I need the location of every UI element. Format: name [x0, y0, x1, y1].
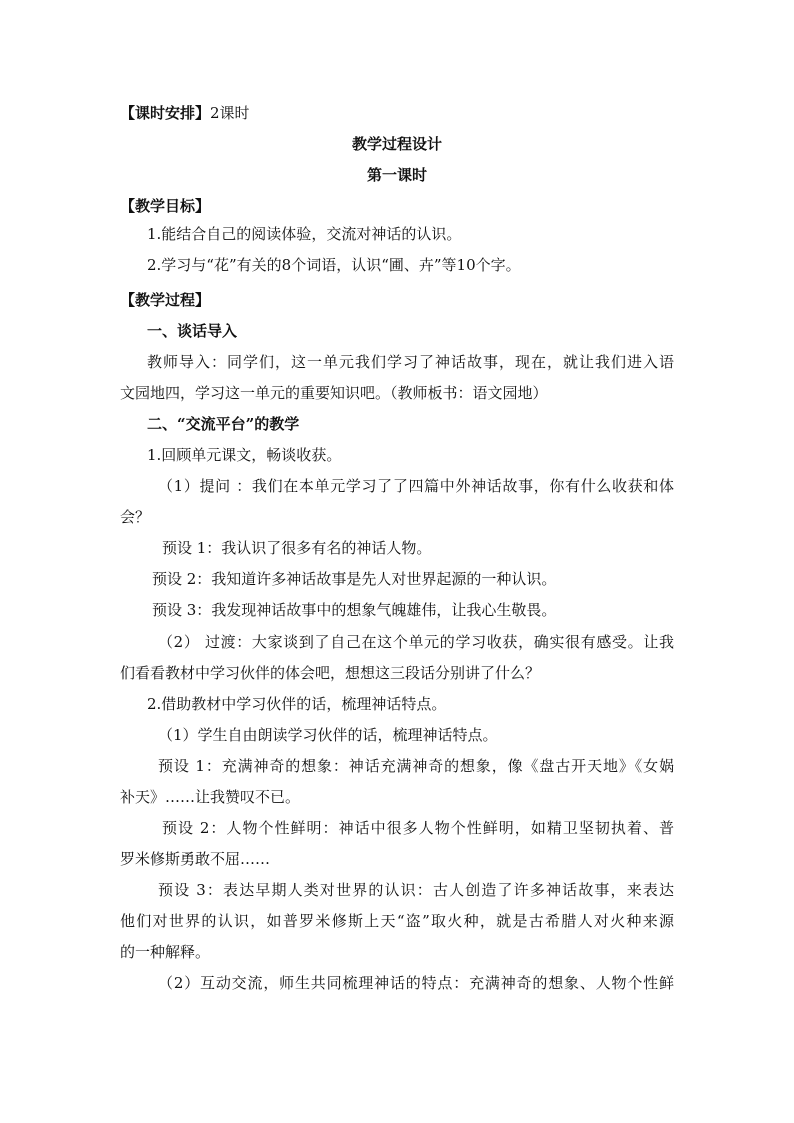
step2-text: 2.借助教材中学习伙伴的话，梳理神话特点。	[147, 695, 447, 713]
schedule-label: 【课时安排】	[120, 104, 211, 122]
process-heading: 【教学过程】	[120, 291, 211, 309]
question2-line1: （2） 过渡：大家谈到了自己在这个单元的学习收获，确实很有感受。让我	[158, 633, 674, 651]
sub1-text: （1）学生自由朗读学习伙伴的话，梳理神话特点。	[158, 726, 498, 744]
preset-2: 预设 2：我知道许多神话故事是先人对世界起源的一种认识。	[152, 570, 557, 588]
preset-b-line2: 罗米修斯勇敢不屈……	[120, 850, 271, 868]
preset-a-line2: 补天》……让我赞叹不已。	[120, 788, 301, 806]
schedule-line	[0, 103, 794, 123]
question2-line2: 们看看教材中学习伙伴的体会吧，想想这三段话分别讲了什么？	[120, 664, 541, 682]
preset-a-line1: 预设 1：充满神奇的想象：神话充满神奇的想象，像《盘古开天地》《女娲	[158, 757, 674, 775]
design-title: 教学过程设计	[351, 135, 442, 153]
section2-title: 二、“交流平台”的教学	[147, 415, 300, 433]
preset-c-line3: 的一种解释。	[120, 943, 211, 961]
question1-line2: 会？	[120, 508, 151, 526]
question1-line1: （1）提问 ：我们在本单元学习了了四篇中外神话故事，你有什么收获和体	[158, 477, 674, 495]
section1-title: 一、谈话导入	[147, 322, 238, 340]
section1-para-line2: 文园地四，学习这一单元的重要知识吧。（教师板书：语文园地）	[120, 384, 548, 402]
preset-c-line2: 他们对世界的认识，如普罗米修斯上天“盗”取火种，就是古希腊人对火种来源	[120, 912, 674, 930]
goal-item-1: 1.能结合自己的阅读体验，交流对神话的认识。	[147, 225, 462, 243]
step1-text: 1.回顾单元课文，畅谈收获。	[147, 446, 342, 464]
schedule-value: 2课时	[210, 104, 250, 122]
preset-c-line1: 预设 3：表达早期人类对世界的认识：古人创造了许多神话故事，来表达	[158, 881, 674, 899]
preset-1: 预设 1：我认识了很多有名的神话人物。	[162, 539, 432, 557]
sub2-line1: （2）互动交流，师生共同梳理神话的特点：充满神奇的想象、人物个性鲜	[158, 974, 674, 992]
lesson-title: 第一课时	[366, 166, 427, 184]
section1-para-line1: 教师导入：同学们，这一单元我们学习了神话故事，现在，就让我们进入语	[147, 353, 674, 371]
goal-item-2: 2.学习与“花”有关的8个词语，认识“圃、卉”等10个字。	[147, 256, 521, 274]
preset-b-line1: 预设 2：人物个性鲜明：神话中很多人物个性鲜明，如精卫坚韧执着、普	[162, 819, 674, 837]
preset-3: 预设 3：我发现神话故事中的想象气魄雄伟，让我心生敬畏。	[152, 601, 557, 619]
goals-heading: 【教学目标】	[120, 197, 211, 215]
